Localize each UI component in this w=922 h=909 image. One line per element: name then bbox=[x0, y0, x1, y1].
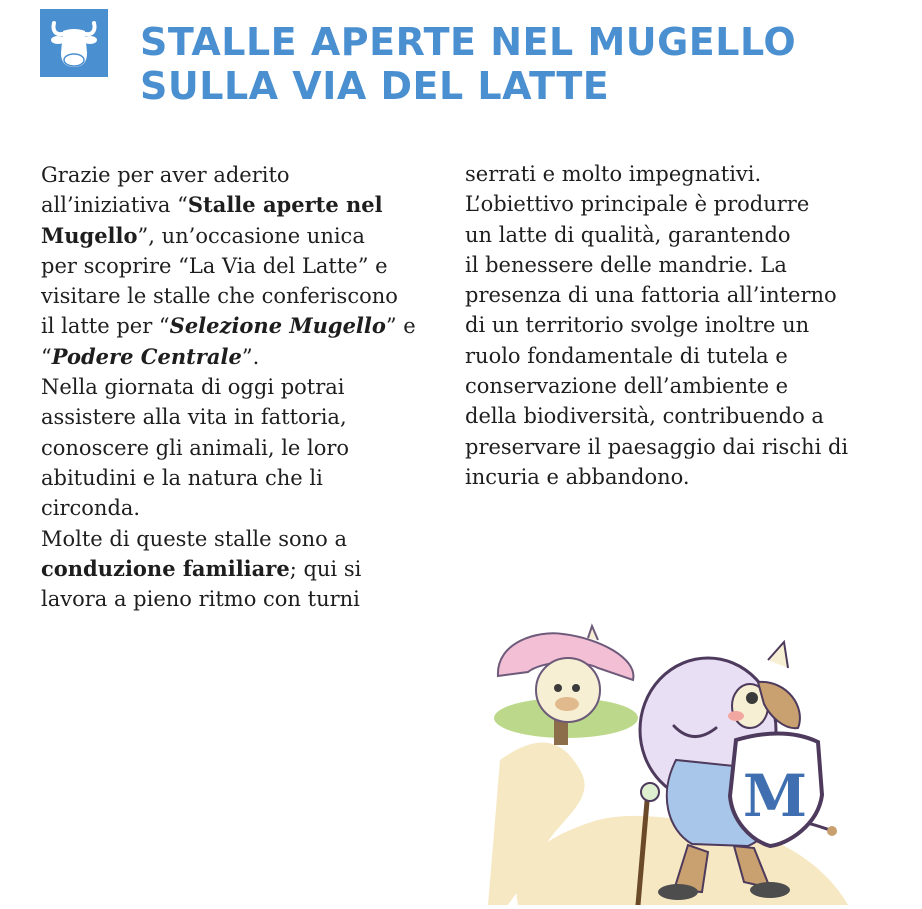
text-line: Nella giornata di oggi potrai bbox=[41, 375, 345, 400]
text-line: serrati e molto impegnativi. bbox=[465, 162, 762, 186]
text-run: ”. bbox=[241, 344, 260, 369]
cow-head-logo bbox=[40, 9, 108, 77]
title-line-1: STALLE APERTE NEL MUGELLO bbox=[140, 20, 797, 64]
text-line: visitare le stalle che conferiscono bbox=[41, 284, 398, 309]
text-line: abitudini e la natura che li bbox=[41, 465, 323, 490]
text-line: conservazione dell’ambiente e bbox=[465, 374, 789, 399]
text-run: ; qui si bbox=[289, 556, 362, 581]
text-line bbox=[41, 190, 441, 220]
text-line: circonda. bbox=[41, 496, 141, 521]
text-line: incuria e abbandono. bbox=[465, 464, 690, 489]
left-text-column bbox=[41, 160, 441, 614]
text-line bbox=[41, 342, 441, 372]
text-run: “ bbox=[41, 344, 52, 369]
shield-letter: M bbox=[742, 762, 808, 830]
cow-head-icon bbox=[40, 9, 108, 77]
text-line: per scoprire “La Via del Latte” e bbox=[41, 253, 388, 278]
initiative-name-bold: Stalle aperte nel bbox=[187, 192, 383, 218]
text-line bbox=[41, 311, 441, 341]
title-line-2: SULLA VIA DEL LATTE bbox=[140, 64, 610, 108]
text-line bbox=[41, 221, 441, 251]
page-title bbox=[140, 20, 900, 108]
text-line: Molte di queste stalle sono a bbox=[41, 526, 348, 551]
brand-podere-centrale: Podere Centrale bbox=[51, 343, 242, 369]
text-line: assistere alla vita in fattoria, bbox=[41, 405, 347, 430]
right-text-column bbox=[465, 159, 905, 492]
text-line: conoscere gli animali, le loro bbox=[41, 435, 350, 460]
cow-mascot-illustration bbox=[488, 620, 848, 905]
text-line: il benessere delle mandrie. La bbox=[465, 252, 787, 277]
text-line: Grazie per aver aderito bbox=[41, 163, 290, 187]
text-run: ”, un’occasione unica bbox=[137, 223, 365, 248]
text-run: ” e bbox=[385, 314, 416, 339]
brand-selezione-mugello: Selezione Mugello bbox=[169, 313, 386, 339]
text-run: all’iniziativa “ bbox=[41, 193, 188, 218]
shield-m-icon bbox=[730, 734, 822, 847]
text-line: ruolo fondamentale di tutela e bbox=[465, 343, 788, 368]
text-run: il latte per “ bbox=[41, 314, 170, 339]
text-line bbox=[41, 554, 441, 584]
text-line: lavora a pieno ritmo con turni bbox=[41, 587, 360, 612]
family-management-bold: conduzione familiare bbox=[41, 555, 290, 581]
text-line: di un territorio svolge inoltre un bbox=[465, 313, 810, 338]
text-line: presenza di una fattoria all’interno bbox=[465, 283, 837, 308]
text-line: L’obiettivo principale è produrre bbox=[465, 192, 810, 217]
initiative-name-bold: Mugello bbox=[41, 222, 138, 248]
text-line: un latte di qualità, garantendo bbox=[465, 222, 791, 247]
text-line: della biodiversità, contribuendo a bbox=[465, 404, 824, 429]
text-line: preservare il paesaggio dai rischi di bbox=[465, 434, 849, 459]
